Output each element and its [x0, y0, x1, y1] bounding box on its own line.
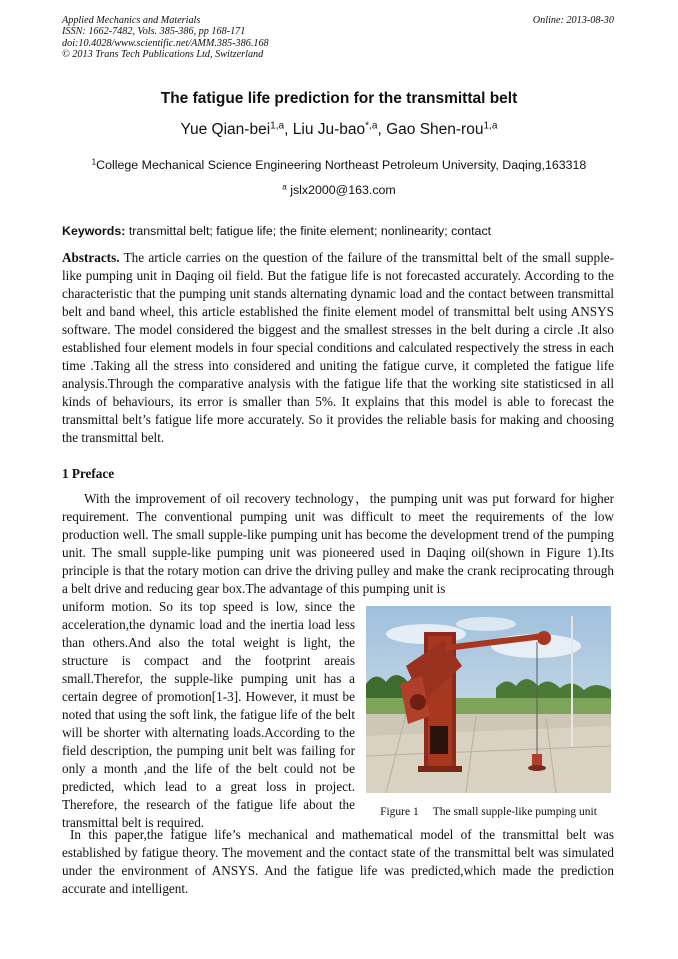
- horsehead: [537, 631, 551, 645]
- abstract: [62, 249, 614, 447]
- wellhead-base: [528, 765, 546, 771]
- pumping-unit-illustration: [366, 606, 611, 793]
- concrete-pad: [366, 726, 611, 793]
- author-affil-mark: 1,a: [483, 120, 498, 132]
- journal-name: Applied Mechanics and Materials: [62, 15, 201, 26]
- keywords-text: transmittal belt; fatigue life; the finite element; nonlinearity; contact: [128, 224, 492, 238]
- section-heading: 1 Preface: [62, 466, 115, 481]
- preface-paragraph-2: In this paper,the fatigue life’s mechanical and mathematical model of the transmittal belt was established by fatigue theory. The movement and the contact state of the transmittal belt was simulated under the environment of ANSYS. And the fatigue life was predicted,which made the prediction accurate and intelligent.: [62, 827, 614, 896]
- copyright-line: © 2013 Trans Tech Publications Ltd, Switzerland: [62, 48, 264, 60]
- abstract-text: The article carries on the question of the failure of the transmittal belt of the small supple-like pumping unit in Daqing oil field. But the fatigue life is not forecasted accurately. According to the characteristic that the pumping unit stands alternating dynamic load and the contact between transmittal belt and band wheel, this article established the finite element model of transmittal belt using ANSYS software. The model considered the biggest and the smallest stresses in the belt during a circle .It also established four element models in four special conditions and calculated respectively the stress in each time .Taking all the stress into considered and uniting the fatigue curve, it completed the fatigue life analysis.Through the comparative analysis with the fatigue life that the working site statisticsed in all kinds of behaviours, its error is smaller than 5%. It explains that this model is able to forecast the transmittal belt’s fatigue life more accurately. So it provides the reliable basis for making and choosing the transmittal belt.: [62, 250, 615, 445]
- author-name: Liu Ju-bao: [292, 121, 366, 138]
- cloud: [456, 617, 516, 631]
- keywords-label: Keywords:: [62, 224, 126, 238]
- author-name: Yue Qian-bei: [180, 121, 271, 138]
- online-date: Online: 2013-08-30: [532, 15, 614, 26]
- figure-1-photo: [366, 606, 611, 793]
- author-affil-mark: *,a: [365, 120, 378, 132]
- affiliation-text: College Mechanical Science Engineering Northeast Petroleum University, Daqing,163318: [96, 158, 587, 172]
- figure-1-caption: [366, 806, 611, 818]
- abstract-label: Abstracts.: [62, 250, 120, 265]
- email-address[interactable]: jslx2000@163.com: [290, 183, 396, 197]
- author-list: Yue Qian-bei$^{1,a}$, Liu Ju-bao$^{*,a}$, Gao Shen-rou$^{1,a}$: [180, 120, 498, 138]
- affiliation: [0, 158, 678, 172]
- pulley: [410, 694, 426, 710]
- affiliation-mark: 1: [91, 157, 97, 167]
- email-mark: a: [282, 182, 287, 192]
- preface-paragraph-1: With the improvement of oil recovery technology，the pumping unit was put forward for higher requirement. The conventional pumping unit was difficult to meet the requirements of the low production well. The small supple-like pumping unit has become the development trend of the pumping unit. The small supple-like pumping unit was pioneered used in Daqing oil(shown in Figure 1).Its principle is that the rotary motion can drive the driving pulley and make the crank reciprocating through a belt drive and reducing gear box.The advantage of this pumping unit is: [62, 491, 614, 596]
- tower-opening: [430, 726, 448, 754]
- preface-paragraph-1-wrap: uniform motion. So its top speed is low, since the acceleration,the dynamic load and the inertia load less than others.And also the total weight is light, the structure is compact and the footprint areais small.Therefor, the supple-like pumping unit has a certain degree of promotion[1-3]. However, it must be noted that using the soft link, the fatigue life of the belt will be shorter with alternating loads.According to the field description, the pumping unit belt was failing for only a month ,and the life of the belt could not be predicted, which lead to a great loss in project. Therefore, the research of the fatigue life about the transmittal belt is required.: [62, 599, 355, 830]
- author-affil-mark: 1,a: [270, 120, 285, 132]
- keywords: [62, 224, 614, 238]
- author-name: Gao Shen-rou: [386, 121, 484, 138]
- journal-header: [62, 15, 269, 60]
- paper-title: The fatigue life prediction for the transmittal belt: [160, 90, 518, 107]
- doi-line: doi:10.4028/www.scientific.net/AMM.385-386.168: [62, 37, 269, 49]
- figure-number: Figure 1: [380, 806, 419, 818]
- issn-line: ISSN: 1662-7482, Vols. 385-386, pp 168-171: [62, 26, 246, 38]
- figure-caption-text: The small supple-like pumping unit: [432, 806, 597, 818]
- email-line: [0, 183, 678, 197]
- base-frame: [418, 766, 462, 772]
